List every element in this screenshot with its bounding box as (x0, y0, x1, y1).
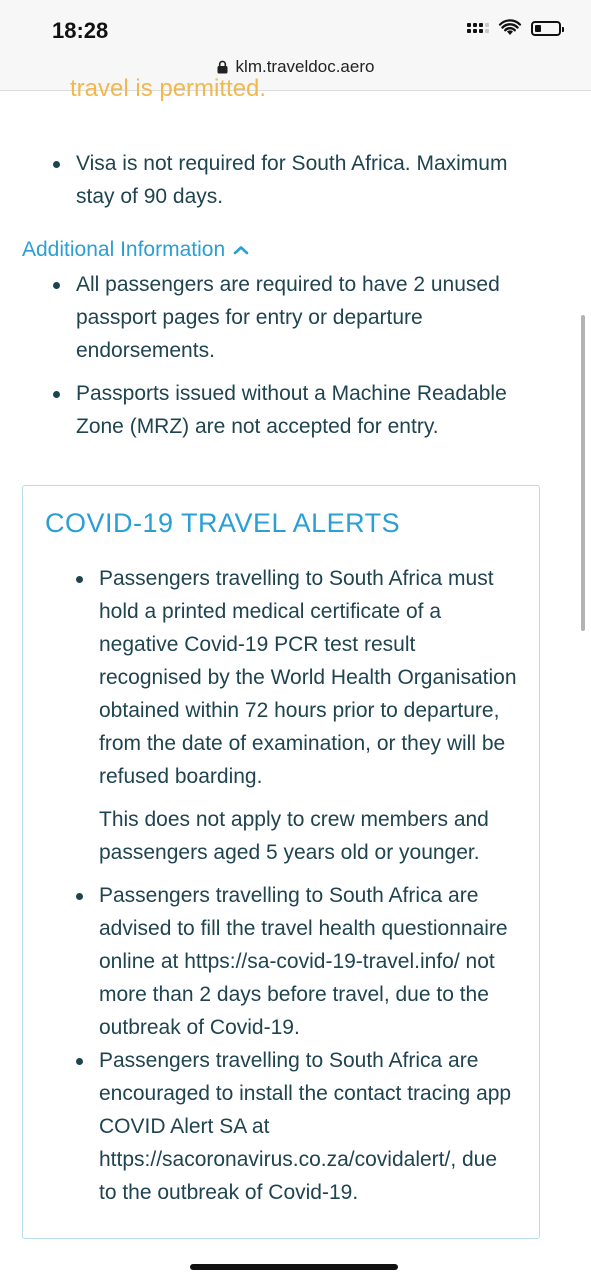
status-bar (0, 0, 591, 50)
cellular-signal-icon (467, 23, 489, 33)
covid-alerts-list (99, 562, 519, 1209)
alert-text: Passengers travelling to South Africa are encouraged to install the contact tracing app COVID Alert SA at https://sacoronavirus.co.za/covidalert/, due to the outbreak of Covid-19. (99, 1049, 512, 1204)
wifi-icon (499, 20, 521, 36)
status-time: 18:28 (52, 18, 109, 43)
chevron-up-icon (233, 245, 249, 255)
battery-icon (531, 21, 561, 36)
list-item (99, 562, 519, 869)
lock-icon (217, 60, 228, 74)
list-item: Passports issued without a Machine Readable Zone (MRZ) are not accepted for entry. (76, 377, 536, 443)
scrollbar[interactable] (581, 315, 585, 631)
alert-text: Passengers travelling to South Africa must hold a printed medical certificate of a negative Covid-19 PCR test result recognised by the World Health Organisation obtained within 72 hours prior to departure, from the date of examination, or they will be refused boarding. (99, 567, 517, 788)
additional-info-list (76, 268, 536, 453)
list-item: All passengers are required to have 2 unused passport pages for entry or departure endorsements. (76, 268, 536, 367)
home-indicator[interactable] (190, 1264, 398, 1270)
visa-list (76, 147, 536, 213)
additional-info-label: Additional Information (22, 238, 226, 261)
list-item: Visa is not required for South Africa. Maximum stay of 90 days. (76, 147, 536, 213)
list-item (99, 879, 519, 1044)
additional-info-toggle[interactable] (22, 238, 249, 262)
covid-alerts-title: COVID-19 TRAVEL ALERTS (45, 508, 401, 538)
status-icons (467, 20, 561, 36)
list-item (99, 1044, 519, 1209)
covid-alerts-box (22, 485, 540, 1239)
alert-note: This does not apply to crew members and passengers aged 5 years old or younger. (99, 808, 489, 864)
url-text: klm.traveldoc.aero (235, 57, 375, 76)
alert-text: Passengers travelling to South Africa are advised to fill the travel health questionnaire online at https://sa-covid-19-travel.info/ not more than 2 days before travel, due to the outbreak of Covid-19. (99, 884, 508, 1039)
truncated-warning-text: travel is permitted. (70, 75, 267, 102)
